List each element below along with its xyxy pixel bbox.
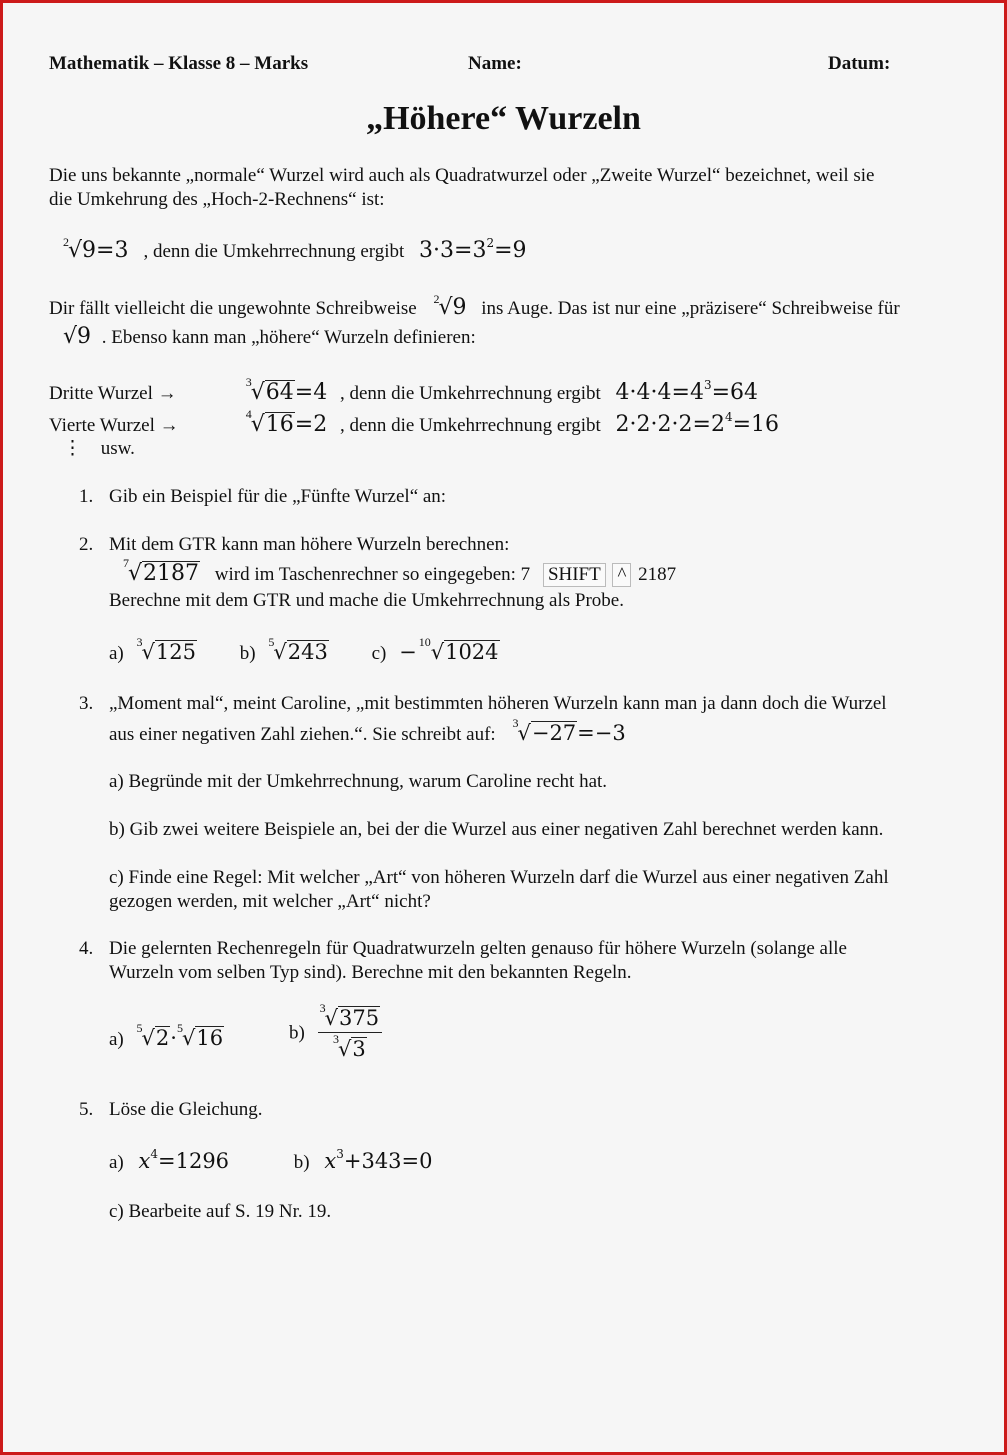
task-3-line-1: „Moment mal“, meint Caroline, „mit bestimmten höheren Wurzeln kann man ja dann doch die Wurzel: [109, 693, 887, 714]
task-3-line-2: aus einer negativen Zahl ziehen.“. Sie schreibt auf: 3 √−27=−3: [109, 716, 626, 745]
subject-header: Mathematik – Klasse 8 – Marks: [49, 53, 309, 74]
task-2-text: Mit dem GTR kann man höhere Wurzeln berechnen:: [109, 534, 510, 555]
square-check: $3\cdot 3=3^2=9$: [419, 236, 527, 263]
etc-row: ⋮ usw.: [63, 438, 135, 459]
task-4b: b) 3 √375 3 √3: [289, 1006, 382, 1061]
notation-line-2: √9 . Ebenso kann man „höhere“ Wurzeln definieren:: [63, 324, 476, 349]
caret-key: ^: [612, 563, 631, 587]
vertical-ellipsis-icon: ⋮: [63, 438, 82, 459]
fourth-root-row: Vierte Wurzel → 4 √16=2 , denn die Umkehrrechnung ergibt $2\cdot 2\cdot 2\cdot 2=2^4=16$: [49, 407, 780, 437]
name-label: Name:: [468, 53, 522, 74]
task-1-text: Gib ein Beispiel für die „Fünfte Wurzel“ an:: [109, 486, 447, 507]
page-title: „Höhere“ Wurzeln: [366, 100, 641, 137]
date-label: Datum:: [828, 53, 891, 74]
square-root-example: 2 √9=3 , denn die Umkehrrechnung ergibt $3\cdot 3=3^2=9$: [63, 235, 527, 263]
intro-line-1: Die uns bekannte „normale“ Wurzel wird auch als Quadratwurzel oder „Zweite Wurzel“ bezeichnet, weil sie: [49, 165, 875, 186]
task-4-number: 4.: [79, 938, 94, 959]
task-4-line-2: Wurzeln vom selben Typ sind). Berechne mit den bekannten Regeln.: [109, 962, 632, 983]
intro-line-2: die Umkehrung des „Hoch-2-Rechnens“ ist:: [49, 189, 385, 210]
shift-key: SHIFT: [543, 563, 606, 587]
task-2-subtasks: a) 3 √125 b) 5 √243 c) − 10 √1024: [109, 635, 499, 664]
task-2-number: 2.: [79, 534, 94, 555]
task-5-number: 5.: [79, 1099, 94, 1120]
task-4a: a) 5 √2· 5 √16: [109, 1021, 224, 1050]
fraction: 3 √375 3 √3: [318, 1006, 382, 1061]
task-3-number: 3.: [79, 693, 94, 714]
third-root-row: Dritte Wurzel → 3 √64=4 , denn die Umkehrrechnung ergibt $4\cdot 4\cdot 4=4^3=64$: [49, 375, 759, 405]
task-5c: c) Bearbeite auf S. 19 Nr. 19.: [109, 1201, 332, 1222]
notation-line-1: Dir fällt vielleicht die ungewohnte Schreibweise 2 √9 ins Auge. Das ist nur eine „präzisere“ Schreibweise für: [49, 292, 900, 320]
task-3b: b) Gib zwei weitere Beispiele an, bei der die Wurzel aus einer negativen Zahl berechnet werden kann.: [109, 819, 884, 840]
task-4-line-1: Die gelernten Rechenregeln für Quadratwurzeln gelten genauso für höhere Wurzeln (solange alle: [109, 938, 847, 959]
task-3c-line-1: c) Finde eine Regel: Mit welcher „Art“ von höheren Wurzeln darf die Wurzel aus einer negativen Zahl: [109, 867, 889, 888]
task-3a: a) Begründe mit der Umkehrrechnung, warum Caroline recht hat.: [109, 771, 608, 792]
task-5-text: Löse die Gleichung.: [109, 1099, 263, 1120]
task-1-number: 1.: [79, 486, 94, 507]
task-3c-line-2: gezogen werden, mit welcher „Art“ nicht?: [109, 891, 431, 912]
square-root-expression: 2 √9: [63, 235, 97, 263]
task-2-instruction: Berechne mit dem GTR und mache die Umkehrrechnung als Probe.: [109, 590, 624, 611]
task-2-calculator-row: 7 √2187 wird im Taschenrechner so eingegeben: 7 SHIFT ^ 2187: [123, 556, 677, 586]
task-5-equations: a) $x^4=1296$ b) $x^3+343=0$: [109, 1147, 433, 1173]
